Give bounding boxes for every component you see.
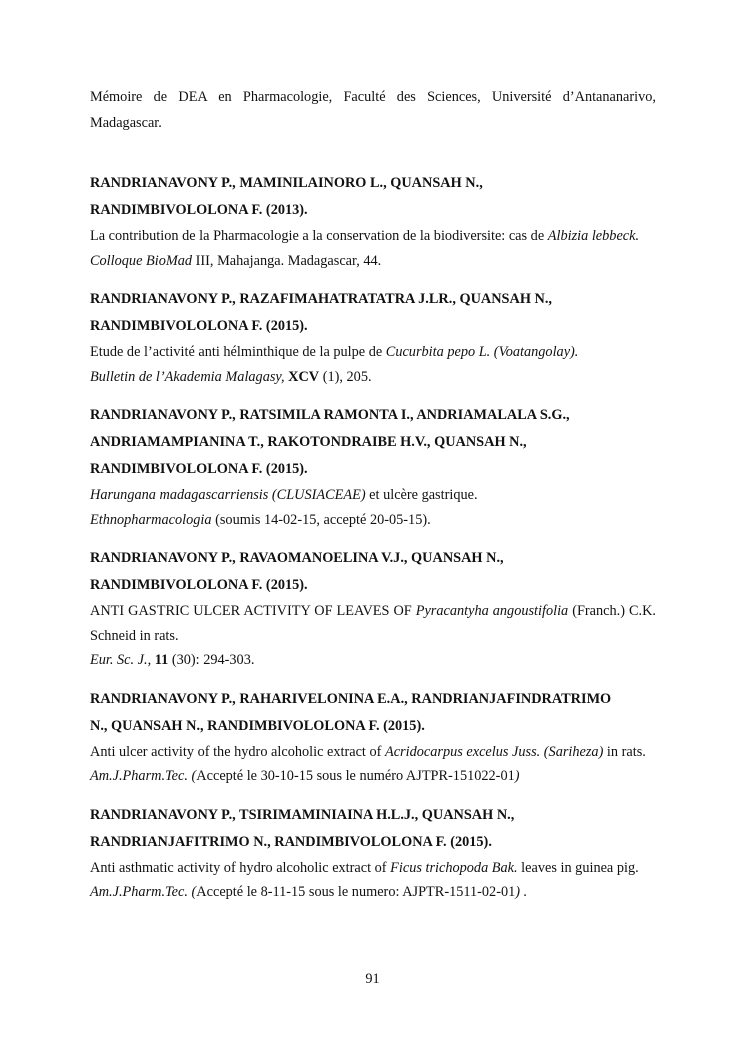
reference-1: [90, 170, 656, 273]
reference-4: [90, 545, 656, 673]
reference-authors: RANDRIANAVONY P., MAMINILAINORO L., QUANSAH N., RANDIMBIVOLOLONA F. (2013).: [90, 175, 483, 218]
reference-title: Harungana madagascarriensis (CLUSIACEAE) et ulcère gastrique.: [90, 487, 478, 503]
reference-title: ANTI GASTRIC ULCER ACTIVITY OF LEAVES OF Pyracantyha angoustifolia (Franch.) C.K. Schneid in rats.: [90, 603, 656, 644]
reference-2: [90, 286, 656, 389]
reference-title: La contribution de la Pharmacologie a la conservation de la biodiversite: cas de Albizia lebbeck.: [90, 228, 640, 244]
reference-source: Eur. Sc. J., 11 (30): 294-303.: [90, 652, 255, 668]
reference-title: Etude de l’activité anti hélminthique de la pulpe de Cucurbita pepo L. (Voatangolay).: [90, 344, 579, 360]
reference-source: Am.J.Pharm.Tec. (Accepté le 30-10-15 sous le numéro AJTPR-151022-01): [90, 768, 520, 784]
reference-source: Am.J.Pharm.Tec. (Accepté le 8-11-15 sous le numero: AJPTR-1511-02-01) .: [90, 884, 528, 900]
reference-authors: RANDRIANAVONY P., RATSIMILA RAMONTA I., ANDRIAMALALA S.G., ANDRIAMAMPIANINA T., RAKOTONDRAIBE H.V., QUANSAH N., RANDIMBIVOLOLONA F. (2015).: [90, 407, 570, 477]
reference-title: Anti ulcer activity of the hydro alcoholic extract of Acridocarpus excelus Juss. (Sariheza) in rats.: [90, 743, 646, 760]
reference-source: Bulletin de l’Akademia Malagasy, XCV (1), 205.: [90, 368, 372, 385]
document-page: [90, 84, 656, 918]
reference-authors: RANDRIANAVONY P., RAZAFIMAHATRATATRA J.LR., QUANSAH N., RANDIMBIVOLOLONA F. (2015).: [90, 291, 553, 334]
reference-authors: RANDRIANAVONY P., RAHARIVELONINA E.A., RANDRIANJAFINDRATRIMO N., QUANSAH N., RANDIMBIVOLOLONA F. (2015).: [90, 690, 612, 734]
intro-paragraph: Mémoire de DEA en Pharmacologie, Faculté des Sciences, Université d’Antananarivo, Madagascar.: [90, 89, 656, 131]
reference-5: [90, 686, 656, 789]
reference-3: [90, 402, 656, 532]
reference-source: Ethnopharmacologia (soumis 14-02-15, accepté 20-05-15).: [90, 511, 431, 528]
reference-authors: RANDRIANAVONY P., TSIRIMAMINIAINA H.L.J., QUANSAH N., RANDRIANJAFITRIMO N., RANDIMBIVOLOLONA F. (2015).: [90, 806, 515, 850]
reference-source: Colloque BioMad III, Mahajanga. Madagascar, 44.: [90, 252, 382, 269]
page-number: 91: [365, 971, 380, 987]
reference-6: [90, 802, 656, 905]
reference-authors: RANDRIANAVONY P., RAVAOMANOELINA V.J., QUANSAH N., RANDIMBIVOLOLONA F. (2015).: [90, 550, 504, 593]
reference-title: Anti asthmatic activity of hydro alcoholic extract of Ficus trichopoda Bak. leaves in guinea pig.: [90, 859, 639, 876]
